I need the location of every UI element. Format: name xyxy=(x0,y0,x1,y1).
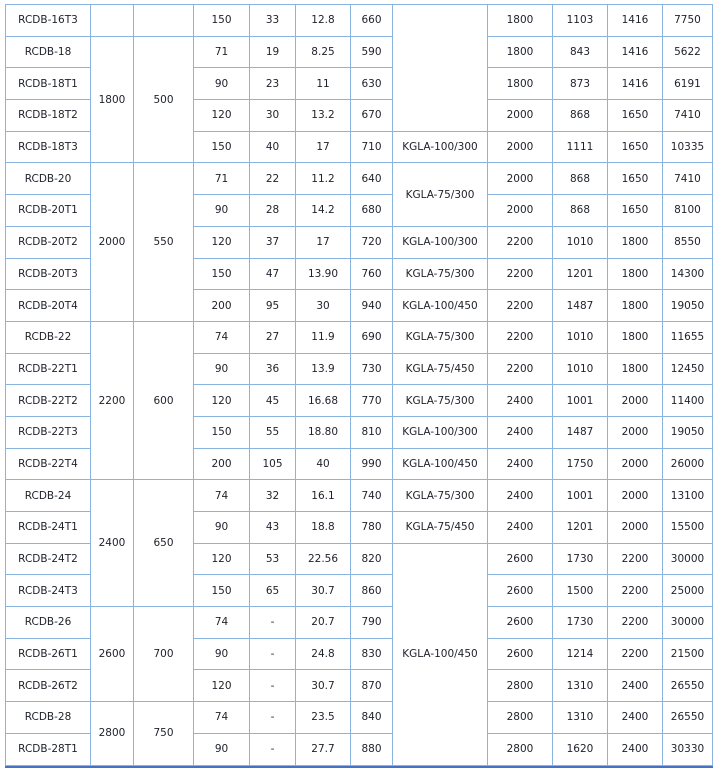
value-cell: 868 xyxy=(553,195,608,227)
value-cell: 843 xyxy=(553,36,608,68)
value-cell: 1416 xyxy=(608,5,663,37)
model-cell: RCDB-24T3 xyxy=(6,575,91,607)
value-cell: 1010 xyxy=(553,226,608,258)
value-cell: 830 xyxy=(351,638,393,670)
value-cell: 43 xyxy=(250,512,296,544)
value-cell: 8100 xyxy=(663,195,713,227)
value-cell: 740 xyxy=(351,480,393,512)
model-cell: RCDB-20T4 xyxy=(6,290,91,322)
model-cell: RCDB-18T2 xyxy=(6,100,91,132)
value-cell: 940 xyxy=(351,290,393,322)
value-cell: 1620 xyxy=(553,733,608,765)
model-cell: RCDB-16T3 xyxy=(6,5,91,37)
table-row xyxy=(6,163,713,195)
value-cell: 27.7 xyxy=(296,733,351,765)
value-cell: 2800 xyxy=(488,670,553,702)
value-cell: 2600 xyxy=(488,638,553,670)
value-cell: 630 xyxy=(351,68,393,100)
value-cell: 7410 xyxy=(663,163,713,195)
model-cell: RCDB-26T1 xyxy=(6,638,91,670)
value-cell: 13.90 xyxy=(296,258,351,290)
value-cell: 6191 xyxy=(663,68,713,100)
value-cell: 650 xyxy=(134,480,194,607)
value-cell: 26550 xyxy=(663,670,713,702)
model-cell: RCDB-18T3 xyxy=(6,131,91,163)
value-cell: 1500 xyxy=(553,575,608,607)
value-cell: 14300 xyxy=(663,258,713,290)
value-cell: 5622 xyxy=(663,36,713,68)
value-cell: 1800 xyxy=(608,353,663,385)
value-cell xyxy=(91,5,134,37)
value-cell: 30 xyxy=(250,100,296,132)
value-cell: 1650 xyxy=(608,195,663,227)
value-cell: 45 xyxy=(250,385,296,417)
value-cell: 2200 xyxy=(608,543,663,575)
value-cell: 2000 xyxy=(91,163,134,321)
table-row xyxy=(6,480,713,512)
value-cell: - xyxy=(250,670,296,702)
value-cell: 2200 xyxy=(488,226,553,258)
value-cell: 24.8 xyxy=(296,638,351,670)
value-cell: - xyxy=(250,607,296,639)
value-cell: 26000 xyxy=(663,448,713,480)
value-cell: 30.7 xyxy=(296,575,351,607)
value-cell: 105 xyxy=(250,448,296,480)
value-cell: 2200 xyxy=(608,607,663,639)
value-cell: 33 xyxy=(250,5,296,37)
value-cell: 19 xyxy=(250,36,296,68)
value-cell: 720 xyxy=(351,226,393,258)
value-cell: 1201 xyxy=(553,512,608,544)
kgla-model-cell: KGLA-75/300 xyxy=(393,258,488,290)
value-cell: 13.2 xyxy=(296,100,351,132)
value-cell: 11.2 xyxy=(296,163,351,195)
value-cell: 22.56 xyxy=(296,543,351,575)
value-cell: 2000 xyxy=(608,512,663,544)
value-cell: 2000 xyxy=(488,163,553,195)
value-cell: 500 xyxy=(134,36,194,163)
value-cell: 55 xyxy=(250,416,296,448)
value-cell: 26550 xyxy=(663,702,713,734)
kgla-model-cell: KGLA-75/300 xyxy=(393,321,488,353)
value-cell: 1730 xyxy=(553,607,608,639)
value-cell: 1001 xyxy=(553,480,608,512)
value-cell: 2000 xyxy=(608,385,663,417)
value-cell: 90 xyxy=(194,733,250,765)
value-cell: 750 xyxy=(134,702,194,765)
value-cell: - xyxy=(250,733,296,765)
value-cell: 19050 xyxy=(663,416,713,448)
value-cell: 2800 xyxy=(488,702,553,734)
value-cell: 2400 xyxy=(608,702,663,734)
value-cell: 2200 xyxy=(488,353,553,385)
value-cell: 120 xyxy=(194,100,250,132)
value-cell: 2400 xyxy=(608,670,663,702)
value-cell: 74 xyxy=(194,480,250,512)
value-cell: 730 xyxy=(351,353,393,385)
value-cell: 90 xyxy=(194,353,250,385)
value-cell: 1111 xyxy=(553,131,608,163)
value-cell: 95 xyxy=(250,290,296,322)
value-cell: 1001 xyxy=(553,385,608,417)
value-cell: 2400 xyxy=(488,512,553,544)
value-cell: 16.68 xyxy=(296,385,351,417)
kgla-model-cell: KGLA-100/300 xyxy=(393,226,488,258)
value-cell: 2000 xyxy=(608,480,663,512)
value-cell: 1800 xyxy=(608,226,663,258)
value-cell: 18.8 xyxy=(296,512,351,544)
model-cell: RCDB-22T2 xyxy=(6,385,91,417)
value-cell: 23 xyxy=(250,68,296,100)
value-cell: 74 xyxy=(194,702,250,734)
table-row xyxy=(6,321,713,353)
value-cell: 150 xyxy=(194,416,250,448)
spec-table xyxy=(5,4,713,766)
value-cell: 2400 xyxy=(488,448,553,480)
value-cell: 2400 xyxy=(488,385,553,417)
model-cell: RCDB-18T1 xyxy=(6,68,91,100)
value-cell: 1650 xyxy=(608,100,663,132)
value-cell: 37 xyxy=(250,226,296,258)
value-cell: 74 xyxy=(194,607,250,639)
value-cell: 590 xyxy=(351,36,393,68)
value-cell: 120 xyxy=(194,670,250,702)
value-cell: 1800 xyxy=(608,258,663,290)
value-cell: 36 xyxy=(250,353,296,385)
value-cell: 90 xyxy=(194,512,250,544)
table-row xyxy=(6,5,713,37)
model-cell: RCDB-28 xyxy=(6,702,91,734)
value-cell: 16.1 xyxy=(296,480,351,512)
value-cell: 2200 xyxy=(608,575,663,607)
value-cell: 2000 xyxy=(488,195,553,227)
value-cell: 2400 xyxy=(488,416,553,448)
kgla-model-cell: KGLA-100/300 xyxy=(393,131,488,163)
value-cell: 30000 xyxy=(663,607,713,639)
value-cell: 760 xyxy=(351,258,393,290)
model-cell: RCDB-24T2 xyxy=(6,543,91,575)
value-cell: 670 xyxy=(351,100,393,132)
kgla-model-cell: KGLA-100/450 xyxy=(393,543,488,765)
value-cell: 640 xyxy=(351,163,393,195)
value-cell: 22 xyxy=(250,163,296,195)
value-cell: 19050 xyxy=(663,290,713,322)
value-cell: 23.5 xyxy=(296,702,351,734)
value-cell: - xyxy=(250,702,296,734)
value-cell: 2200 xyxy=(608,638,663,670)
value-cell: 71 xyxy=(194,163,250,195)
value-cell: 868 xyxy=(553,163,608,195)
value-cell: 2200 xyxy=(91,321,134,479)
value-cell: 120 xyxy=(194,226,250,258)
value-cell: 200 xyxy=(194,290,250,322)
model-cell: RCDB-20 xyxy=(6,163,91,195)
value-cell: 1800 xyxy=(488,36,553,68)
model-cell: RCDB-22T3 xyxy=(6,416,91,448)
value-cell: 1010 xyxy=(553,353,608,385)
value-cell: 74 xyxy=(194,321,250,353)
model-cell: RCDB-26T2 xyxy=(6,670,91,702)
value-cell: 880 xyxy=(351,733,393,765)
value-cell: 1416 xyxy=(608,68,663,100)
value-cell: 90 xyxy=(194,68,250,100)
value-cell: 65 xyxy=(250,575,296,607)
value-cell: 700 xyxy=(134,607,194,702)
value-cell: 30330 xyxy=(663,733,713,765)
value-cell: 27 xyxy=(250,321,296,353)
value-cell: 1201 xyxy=(553,258,608,290)
value-cell: 17 xyxy=(296,226,351,258)
value-cell: 47 xyxy=(250,258,296,290)
value-cell: 8.25 xyxy=(296,36,351,68)
value-cell: 90 xyxy=(194,638,250,670)
model-cell: RCDB-22T4 xyxy=(6,448,91,480)
value-cell: 13.9 xyxy=(296,353,351,385)
value-cell: 1103 xyxy=(553,5,608,37)
value-cell: 990 xyxy=(351,448,393,480)
value-cell: - xyxy=(250,638,296,670)
value-cell: 1214 xyxy=(553,638,608,670)
kgla-model-cell xyxy=(393,5,488,132)
value-cell: 25000 xyxy=(663,575,713,607)
value-cell: 2600 xyxy=(488,543,553,575)
model-cell: RCDB-24T1 xyxy=(6,512,91,544)
value-cell: 150 xyxy=(194,258,250,290)
value-cell: 13100 xyxy=(663,480,713,512)
kgla-model-cell: KGLA-100/450 xyxy=(393,448,488,480)
value-cell: 1487 xyxy=(553,290,608,322)
value-cell: 12.8 xyxy=(296,5,351,37)
value-cell: 200 xyxy=(194,448,250,480)
value-cell: 11 xyxy=(296,68,351,100)
value-cell: 790 xyxy=(351,607,393,639)
value-cell: 2000 xyxy=(488,100,553,132)
value-cell: 11655 xyxy=(663,321,713,353)
value-cell: 32 xyxy=(250,480,296,512)
value-cell: 2600 xyxy=(91,607,134,702)
value-cell: 71 xyxy=(194,36,250,68)
value-cell: 873 xyxy=(553,68,608,100)
value-cell: 2200 xyxy=(488,321,553,353)
value-cell: 2000 xyxy=(608,416,663,448)
value-cell: 15500 xyxy=(663,512,713,544)
model-cell: RCDB-20T2 xyxy=(6,226,91,258)
kgla-model-cell: KGLA-100/300 xyxy=(393,416,488,448)
value-cell: 1487 xyxy=(553,416,608,448)
kgla-model-cell: KGLA-75/300 xyxy=(393,163,488,226)
value-cell: 150 xyxy=(194,5,250,37)
value-cell: 868 xyxy=(553,100,608,132)
value-cell: 120 xyxy=(194,385,250,417)
value-cell: 1730 xyxy=(553,543,608,575)
model-cell: RCDB-28T1 xyxy=(6,733,91,765)
value-cell: 90 xyxy=(194,195,250,227)
value-cell: 840 xyxy=(351,702,393,734)
value-cell: 1310 xyxy=(553,702,608,734)
model-cell: RCDB-20T3 xyxy=(6,258,91,290)
model-cell: RCDB-26 xyxy=(6,607,91,639)
value-cell: 2600 xyxy=(488,607,553,639)
value-cell: 870 xyxy=(351,670,393,702)
value-cell: 780 xyxy=(351,512,393,544)
value-cell: 18.80 xyxy=(296,416,351,448)
value-cell: 2400 xyxy=(608,733,663,765)
value-cell: 1416 xyxy=(608,36,663,68)
value-cell: 40 xyxy=(296,448,351,480)
value-cell: 860 xyxy=(351,575,393,607)
value-cell: 690 xyxy=(351,321,393,353)
value-cell: 810 xyxy=(351,416,393,448)
value-cell: 1650 xyxy=(608,163,663,195)
value-cell: 2800 xyxy=(488,733,553,765)
value-cell: 30000 xyxy=(663,543,713,575)
value-cell: 150 xyxy=(194,575,250,607)
spec-table-body xyxy=(6,5,713,766)
value-cell: 28 xyxy=(250,195,296,227)
value-cell: 2400 xyxy=(91,480,134,607)
value-cell: 7750 xyxy=(663,5,713,37)
value-cell: 30 xyxy=(296,290,351,322)
value-cell: 7410 xyxy=(663,100,713,132)
value-cell: 2600 xyxy=(488,575,553,607)
value-cell: 2000 xyxy=(488,131,553,163)
value-cell: 21500 xyxy=(663,638,713,670)
value-cell: 1800 xyxy=(608,290,663,322)
value-cell xyxy=(134,5,194,37)
value-cell: 8550 xyxy=(663,226,713,258)
value-cell: 53 xyxy=(250,543,296,575)
value-cell: 14.2 xyxy=(296,195,351,227)
value-cell: 30.7 xyxy=(296,670,351,702)
value-cell: 11400 xyxy=(663,385,713,417)
value-cell: 820 xyxy=(351,543,393,575)
model-cell: RCDB-22 xyxy=(6,321,91,353)
value-cell: 2400 xyxy=(488,480,553,512)
value-cell: 1800 xyxy=(488,68,553,100)
value-cell: 600 xyxy=(134,321,194,479)
kgla-model-cell: KGLA-100/450 xyxy=(393,290,488,322)
value-cell: 710 xyxy=(351,131,393,163)
model-cell: RCDB-24 xyxy=(6,480,91,512)
table-row xyxy=(6,36,713,68)
model-cell: RCDB-20T1 xyxy=(6,195,91,227)
kgla-model-cell: KGLA-75/450 xyxy=(393,512,488,544)
value-cell: 10335 xyxy=(663,131,713,163)
value-cell: 120 xyxy=(194,543,250,575)
value-cell: 17 xyxy=(296,131,351,163)
value-cell: 770 xyxy=(351,385,393,417)
value-cell: 2800 xyxy=(91,702,134,765)
value-cell: 1310 xyxy=(553,670,608,702)
spec-table-wrapper xyxy=(5,4,713,768)
table-row xyxy=(6,607,713,639)
model-cell: RCDB-18 xyxy=(6,36,91,68)
value-cell: 680 xyxy=(351,195,393,227)
kgla-model-cell: KGLA-75/300 xyxy=(393,385,488,417)
value-cell: 40 xyxy=(250,131,296,163)
value-cell: 11.9 xyxy=(296,321,351,353)
value-cell: 2200 xyxy=(488,258,553,290)
kgla-model-cell: KGLA-75/300 xyxy=(393,480,488,512)
value-cell: 2000 xyxy=(608,448,663,480)
value-cell: 660 xyxy=(351,5,393,37)
value-cell: 1010 xyxy=(553,321,608,353)
value-cell: 2200 xyxy=(488,290,553,322)
value-cell: 1750 xyxy=(553,448,608,480)
value-cell: 1650 xyxy=(608,131,663,163)
value-cell: 12450 xyxy=(663,353,713,385)
value-cell: 1800 xyxy=(488,5,553,37)
value-cell: 1800 xyxy=(91,36,134,163)
model-cell: RCDB-22T1 xyxy=(6,353,91,385)
kgla-model-cell: KGLA-75/450 xyxy=(393,353,488,385)
table-row xyxy=(6,702,713,734)
value-cell: 20.7 xyxy=(296,607,351,639)
value-cell: 150 xyxy=(194,131,250,163)
value-cell: 550 xyxy=(134,163,194,321)
value-cell: 1800 xyxy=(608,321,663,353)
